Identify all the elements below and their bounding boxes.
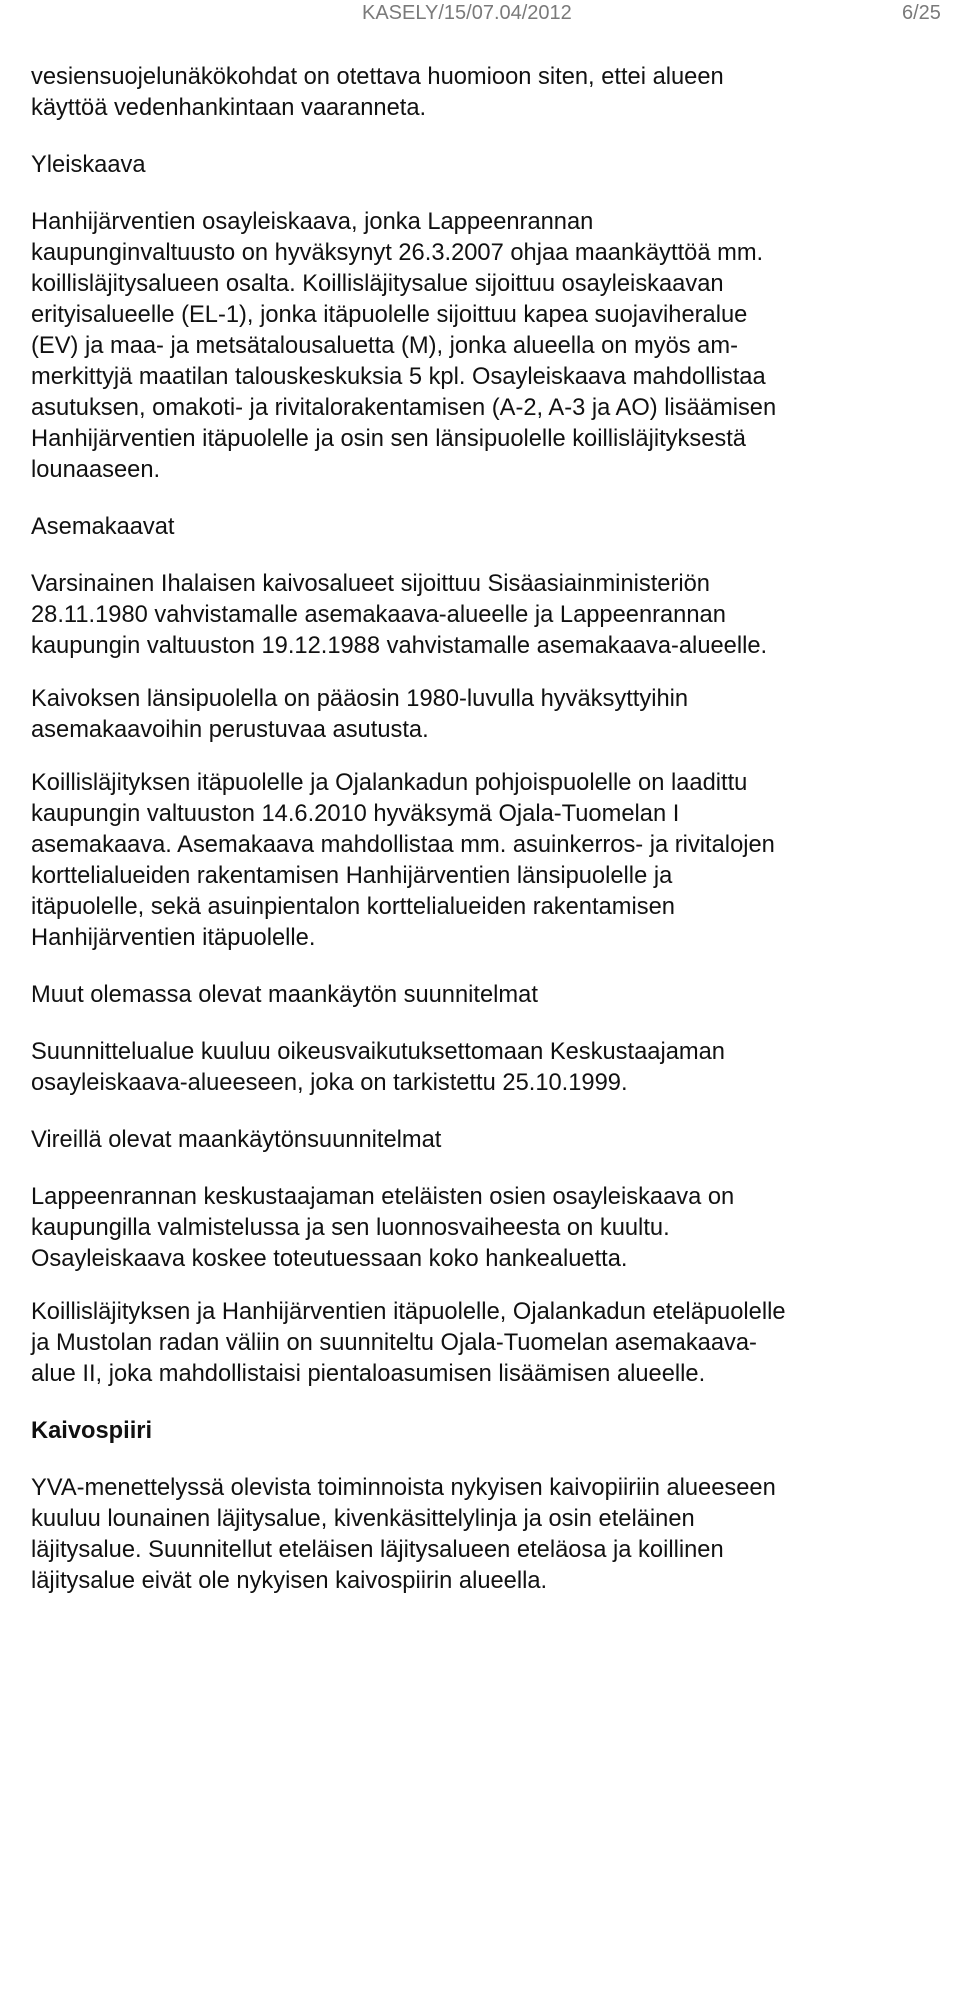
text-line: läjitysalue eivät ole nykyisen kaivospiirin alueella.: [31, 1568, 548, 1594]
heading-asemakaavat: Asemakaavat: [31, 514, 175, 540]
text-line: lounaaseen.: [31, 457, 161, 483]
text-line: ja Mustolan radan väliin on suunniteltu Ojala-Tuomelan asemakaava-: [31, 1330, 757, 1356]
paragraph-suunnittelualue: [31, 1037, 941, 1099]
text-line: osayleiskaava-alueeseen, joka on tarkistettu 25.10.1999.: [31, 1070, 628, 1096]
text-line: Varsinainen Ihalaisen kaivosalueet sijoittuu Sisäasiainministeriön: [31, 571, 710, 597]
text-line: läjitysalue. Suunnitellut eteläisen läjitysalueen eteläosa ja koillinen: [31, 1537, 724, 1563]
text-line: asemakaava. Asemakaava mahdollistaa mm. asuinkerros- ja rivitalojen: [31, 832, 775, 858]
text-line: Kaivoksen länsipuolella on pääosin 1980-luvulla hyväksyttyihin: [31, 686, 689, 712]
text-line: korttelialueiden rakentamisen Hanhijärventien länsipuolelle ja: [31, 863, 673, 889]
paragraph-ojala-tuomela-ii: [31, 1297, 941, 1390]
paragraph-osayleiskaava: [31, 207, 941, 486]
page-number: 6/25: [902, 2, 941, 24]
text-line: asutuksen, omakoti- ja rivitalorakentamisen (A-2, A-3 ja AO) lisäämisen: [31, 395, 777, 421]
text-line: erityisalueelle (EL-1), jonka itäpuolelle sijoittuu kapea suojaviheralue: [31, 302, 748, 328]
text-line: Hanhijärventien itäpuolelle.: [31, 925, 316, 951]
text-line: koillisläjitysalueen osalta. Koillisläjitysalue sijoittuu osayleiskaavan: [31, 271, 724, 297]
text-line: alue II, joka mahdollistaisi pientaloasumisen lisäämisen alueelle.: [31, 1361, 706, 1387]
text-line: Koillisläjityksen itäpuolelle ja Ojalankadun pohjoispuolelle on laadittu: [31, 770, 748, 796]
paragraph-vesiensuojelu: [31, 62, 941, 124]
text-line: vesiensuojelunäkökohdat on otettava huomioon siten, ettei alueen: [31, 64, 724, 90]
text-line: kaupunginvaltuusto on hyväksynyt 26.3.2007 ohjaa maankäyttöä mm.: [31, 240, 764, 266]
heading-muut-suunnitelmat: Muut olemassa olevat maankäytön suunnitelmat: [31, 982, 538, 1008]
text-line: Suunnittelualue kuuluu oikeusvaikutuksettomaan Keskustaajaman: [31, 1039, 725, 1065]
heading-vireilla: Vireillä olevat maankäytönsuunnitelmat: [31, 1127, 442, 1153]
paragraph-koillislajityksen: [31, 768, 941, 954]
text-line: kuuluu lounainen läjitysalue, kivenkäsittelylinja ja osin eteläinen: [31, 1506, 695, 1532]
text-line: YVA-menettelyssä olevista toiminnoista nykyisen kaivopiiriin alueeseen: [31, 1475, 776, 1501]
document-body: [31, 62, 941, 1597]
text-line: Hanhijärventien itäpuolelle ja osin sen länsipuolelle koillisläjityksestä: [31, 426, 746, 452]
paragraph-yva: [31, 1473, 941, 1597]
text-line: Osayleiskaava koskee toteutuessaan koko hankealuetta.: [31, 1246, 628, 1272]
text-line: kaupungilla valmistelussa ja sen luonnosvaiheesta on kuultu.: [31, 1215, 670, 1241]
page-header: [362, 0, 955, 26]
text-line: (EV) ja maa- ja metsätalousaluetta (M), jonka alueella on myös am-: [31, 333, 738, 359]
text-line: 28.11.1980 vahvistamalle asemakaava-alueelle ja Lappeenrannan: [31, 602, 726, 628]
paragraph-kaivoksen: [31, 684, 941, 746]
text-line: Koillisläjityksen ja Hanhijärventien itäpuolelle, Ojalankadun eteläpuolelle: [31, 1299, 786, 1325]
text-line: asemakaavoihin perustuvaa asutusta.: [31, 717, 429, 743]
text-line: kaupungin valtuuston 14.6.2010 hyväksymä Ojala-Tuomelan I: [31, 801, 680, 827]
heading-kaivospiiri: Kaivospiiri: [31, 1418, 153, 1444]
text-line: Hanhijärventien osayleiskaava, jonka Lappeenrannan: [31, 209, 594, 235]
paragraph-keskustaajama: [31, 1182, 941, 1275]
document-reference: KASELY/15/07.04/2012: [362, 2, 572, 24]
heading-yleiskaava: Yleiskaava: [31, 152, 146, 178]
text-line: käyttöä vedenhankintaan vaaranneta.: [31, 95, 427, 121]
text-line: kaupungin valtuuston 19.12.1988 vahvistamalle asemakaava-alueelle.: [31, 633, 768, 659]
text-line: itäpuolelle, sekä asuinpientalon korttelialueiden rakentamisen: [31, 894, 675, 920]
text-line: Lappeenrannan keskustaajaman eteläisten osien osayleiskaava on: [31, 1184, 735, 1210]
paragraph-varsinainen: [31, 569, 941, 662]
text-line: merkittyjä maatilan talouskeskuksia 5 kpl. Osayleiskaava mahdollistaa: [31, 364, 766, 390]
